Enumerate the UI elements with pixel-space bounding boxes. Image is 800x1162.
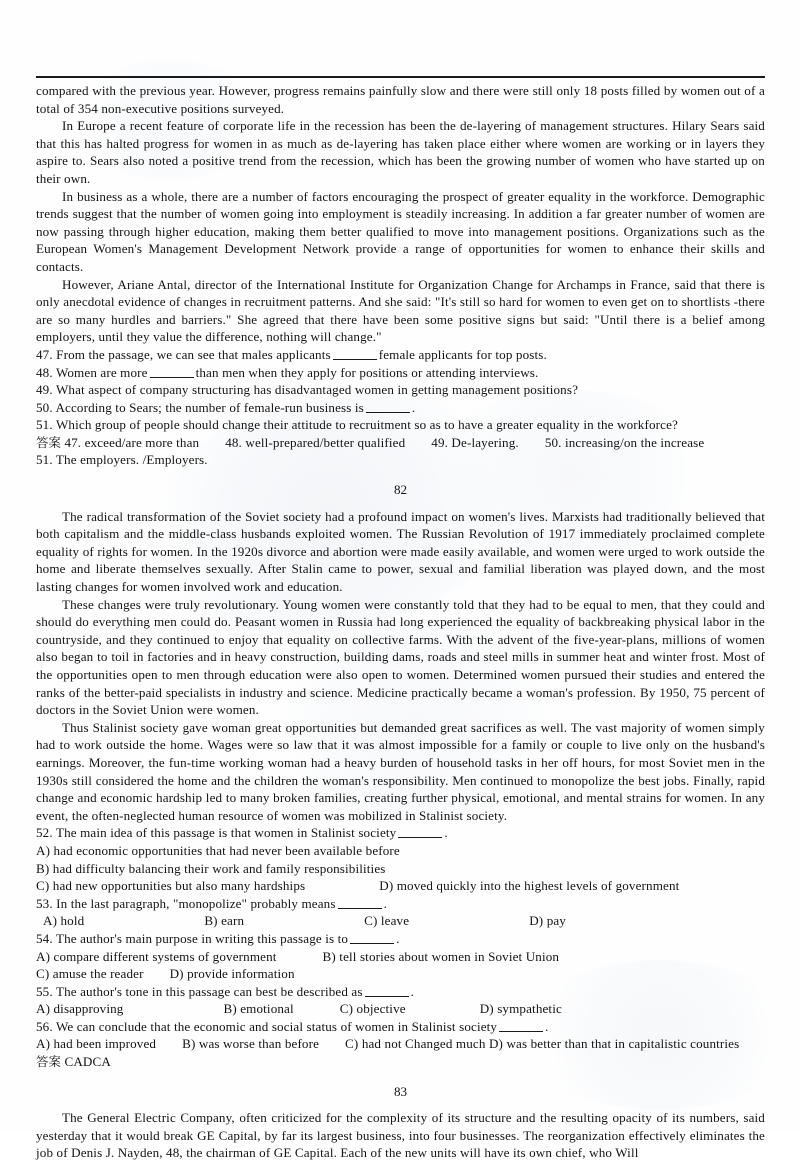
question-51 (36, 416, 765, 434)
section-number-82: 82 (393, 482, 408, 498)
question-stem-after: . (545, 1018, 549, 1034)
answer-blank[interactable] (150, 366, 194, 378)
section-number-83: 83 (393, 1083, 408, 1099)
answer-blank[interactable] (366, 401, 410, 413)
option-row (36, 1000, 765, 1018)
option-row (36, 912, 765, 930)
question-stem-after: . (410, 983, 415, 999)
paragraph: The General Electric Company, often criticized for the complexity of its structure and the resulting opacity of its numbers, said yesterday that it would break GE Capital, by far its largest business, into four businesses. The reorganization effectively eliminates the job of Denis J. Nayden, 48, the chairman of GE Capital. Each of the new units will have its own chief, who Will (36, 1110, 765, 1161)
question-stem: The author's tone in this passage can best be described as (55, 983, 363, 999)
question-text-after: . (411, 399, 416, 415)
option-label[interactable]: A) (36, 842, 51, 858)
question-49 (36, 381, 765, 399)
option-label[interactable]: D) (529, 913, 544, 929)
option-text[interactable]: leave (380, 913, 410, 929)
option-text[interactable]: had new opportunities but also many hardships (52, 878, 306, 894)
question-number: 53. (36, 895, 53, 911)
answer-key-label: 答案 (36, 434, 62, 450)
option-label[interactable]: C) (345, 1036, 359, 1052)
option-label[interactable]: B) (204, 913, 218, 929)
option-label[interactable]: C) (36, 966, 50, 982)
option-row (36, 842, 765, 860)
question-55 (36, 983, 765, 1001)
answer-item: 48. well-prepared/better qualified (225, 434, 406, 450)
question-text-after: female applicants for top posts. (378, 346, 547, 362)
question-53 (36, 895, 765, 913)
paragraph: Thus Stalinist society gave woman great opportunities but demanded great sacrifices as well. The vast majority of women simply had to work outside the home. Wages were so law that it was almost impossible for a family or couple to live only on the husband's earnings. Moreover, the fun-time working woman had a heavy burden of household tasks in her off hours, for most Soviet men in the 1930s still considered the home and the children the woman's responsibility. Men continued to monopolize the best jobs. Finally, rapid change and economic hardship led to many broken families, creating further physical, emotional, and mental strains for women. In any event, the often-neglected human resource of women was mobilized in Stalinist society. (36, 719, 765, 823)
option-text[interactable]: had economic opportunities that had never been available before (53, 842, 400, 858)
question-number: 50. (36, 399, 53, 415)
option-label[interactable]: A) (43, 913, 58, 929)
option-row (36, 1035, 765, 1053)
option-text[interactable]: had not Changed much (361, 1036, 486, 1052)
answer-blank[interactable] (333, 348, 377, 360)
answer-item: 49. De-layering. (431, 434, 519, 450)
option-text[interactable]: compare different systems of government (53, 948, 277, 964)
paragraph: However, Ariane Antal, director of the International Institute for Organization Change for Archamps in France, said that there is only anecdotal evidence of changes in recruitment patterns. And she said: "It's still so hard for women to even get on to shortlists -there are so many hurdles and barriers." She agreed that there have been some positive signs but said: "Until there is a belief among employers, until they value the difference, nothing will change." (36, 276, 765, 345)
option-label[interactable]: C) (364, 913, 378, 929)
paragraph: The radical transformation of the Soviet society had a profound impact on women's lives. Marxists had traditionally believed that both capitalism and the middle-class husbands exploited women. The Russian Revolution of 1917 immediately proclaimed complete equality of rights for women. In the 1920s divorce and abortion were made easily available, and women were urged to work outside the home and liberate themselves sexually. After Stalin came to power, sexual and familial liberation was played down, and the most lasting changes for women involved work and education. (36, 508, 765, 595)
answer-item: 47. exceed/are more than (64, 434, 200, 450)
option-text[interactable]: had been improved (53, 1036, 157, 1052)
option-text[interactable]: objective (356, 1001, 406, 1017)
question-56 (36, 1018, 765, 1036)
question-number: 47. (36, 346, 53, 362)
option-text[interactable]: pay (546, 913, 566, 929)
question-stem-after: . (396, 930, 400, 946)
question-number: 49. (36, 382, 53, 398)
paragraph: compared with the previous year. However, progress remains painfully slow and there were still only 18 posts filled by women out of a total of 354 non-executive positions surveyed. (36, 83, 765, 116)
option-text[interactable]: emotional (240, 1001, 294, 1017)
option-text[interactable]: hold (60, 913, 85, 929)
answer-key-value: CADCA (64, 1054, 111, 1070)
answer-blank[interactable] (365, 985, 409, 997)
question-47 (36, 346, 765, 364)
question-stem: The author's main purpose in writing this passage is to (55, 930, 349, 946)
option-label[interactable]: D) (169, 966, 184, 982)
option-label[interactable]: B) (223, 1001, 237, 1017)
question-number: 52. (36, 825, 53, 841)
option-text[interactable]: amuse the reader (52, 966, 144, 982)
option-label[interactable]: A) (36, 948, 51, 964)
answer-key-51: 51. The employers. /Employers. (36, 452, 208, 468)
question-number: 54. (36, 930, 53, 946)
question-text: Which group of people should change their attitude to recruitment so as to have a greater equality in the workforce? (55, 417, 678, 433)
option-text[interactable]: tell stories about women in Soviet Union (339, 948, 560, 964)
header-rule (36, 76, 765, 78)
answer-key-47-50 (36, 434, 765, 452)
option-label[interactable]: A) (36, 1036, 51, 1052)
option-label[interactable]: D) (479, 1001, 494, 1017)
option-label[interactable]: B) (182, 1036, 196, 1052)
option-text[interactable]: moved quickly into the highest levels of government (396, 878, 680, 894)
paragraph: In Europe a recent feature of corporate life in the recession has been the de-layering of management structures. Hilary Sears said that this has halted progress for women in as much as de-layering has taken place either where women are working or in layers they aspire to. Sears also noted a positive trend from the recession, which has been the growing number of women who have started up on their own. (36, 118, 765, 186)
question-stem-after: . (444, 825, 448, 841)
answer-blank[interactable] (398, 827, 442, 839)
question-52 (36, 824, 765, 842)
answer-key-52-56 (36, 1053, 765, 1071)
option-text[interactable]: sympathetic (497, 1001, 562, 1017)
question-stem: We can conclude that the economic and social status of women in Stalinist society (55, 1018, 498, 1034)
option-label[interactable]: C) (36, 878, 50, 894)
option-label[interactable]: D) (379, 878, 394, 894)
question-text: Women are more (55, 364, 148, 380)
option-text[interactable]: had difficulty balancing their work and family responsibilities (52, 860, 386, 876)
option-text[interactable]: provide information (187, 966, 295, 982)
question-text: According to Sears; the number of female-run business is (55, 399, 364, 415)
question-50 (36, 399, 765, 417)
answer-blank[interactable] (350, 932, 394, 944)
answer-blank[interactable] (338, 897, 382, 909)
option-label[interactable]: D) (488, 1036, 504, 1052)
question-48 (36, 364, 765, 382)
option-text[interactable]: was better than that in capitalistic countries (506, 1036, 740, 1052)
question-stem: In the last paragraph, "monopolize" probably means (56, 895, 336, 911)
answer-item: 50. increasing/on the increase (544, 434, 705, 450)
option-row (36, 860, 765, 878)
question-number: 55. (36, 983, 53, 999)
option-row (36, 877, 765, 895)
question-stem: The main idea of this passage is that women in Stalinist society (55, 825, 397, 841)
paragraph: These changes were truly revolutionary. Young women were constantly told that they had to be equal to men, that they could and should do everything men could do. Peasant women in Russia had long experienced the equality of backbreaking physical labor in the countryside, and they continued to enjoy that equality on collective farms. With the advent of the five-year-plans, millions of women also began to toil in factories and in heavy construction, building dams, roads and steel mills in summer heat and winter frost. Most of the opportunities open to men through education were also open to women. Determined women pursued their studies and entered the ranks of the better-paid specialists in industry and science. Medicine practically became a woman's profession. By 1950, 75 percent of doctors in the Soviet Union were women. (36, 596, 765, 718)
option-text[interactable]: disapproving (53, 1001, 124, 1017)
answer-blank[interactable] (499, 1020, 543, 1032)
option-label[interactable]: B) (322, 948, 336, 964)
option-label[interactable]: A) (36, 1001, 51, 1017)
option-text[interactable]: was worse than before (198, 1036, 320, 1052)
paragraph: In business as a whole, there are a number of factors encouraging the prospect of greater equality in the workforce. Demographic trends suggest that the number of women going into employment is steadily increasing. In addition a far greater number of women are now passing through higher education, making them better qualified to move into management positions. Organizations such as the European Women's Management Development Network provide a range of opportunities for women to enhance their skills and contacts. (36, 188, 765, 274)
question-number: 56. (36, 1018, 53, 1034)
answer-key-label: 答案 (36, 1054, 62, 1070)
option-text[interactable]: earn (221, 913, 245, 929)
question-text: What aspect of company structuring has disadvantaged women in getting management positions? (55, 382, 579, 398)
page-content (36, 76, 765, 1162)
option-row (36, 948, 765, 966)
question-text-after: than men when they apply for positions or attending interviews. (195, 364, 539, 380)
question-number: 48. (36, 364, 53, 380)
question-text: From the passage, we can see that males applicants (56, 346, 331, 362)
option-row (36, 965, 765, 983)
option-label[interactable]: C) (339, 1001, 354, 1017)
question-stem-after: . (383, 895, 387, 911)
question-number: 51. (36, 417, 53, 433)
option-label[interactable]: B) (36, 860, 50, 876)
question-54 (36, 930, 765, 948)
